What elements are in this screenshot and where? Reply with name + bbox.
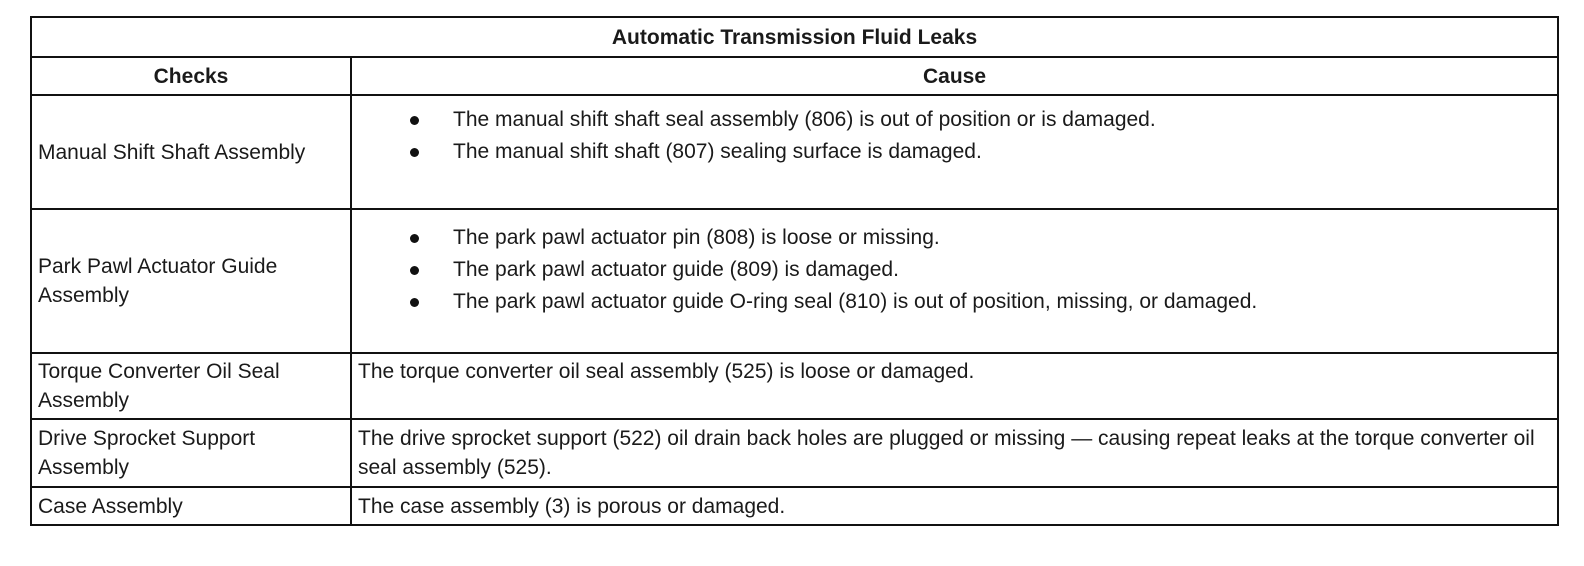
cause-list-item [358,254,1551,286]
cause-text: The park pawl actuator guide O-ring seal (810) is out of position, missing, or damaged. [453,290,1258,313]
cause-list-item [358,286,1551,318]
cause-list-item [358,104,1551,136]
table-row [31,419,1558,487]
check-cell: Park Pawl Actuator Guide Assembly [31,209,351,353]
bullet-icon [410,234,419,243]
table-row [31,353,1558,419]
table-title: Automatic Transmission Fluid Leaks [31,17,1558,57]
cause-cell: The torque converter oil seal assembly (525) is loose or damaged. [351,353,1558,419]
cause-cell [351,209,1558,353]
bullet-icon [410,266,419,275]
cause-list-item [358,136,1551,168]
table-row [31,487,1558,525]
cause-text: The manual shift shaft seal assembly (806) is out of position or is damaged. [453,108,1156,131]
cause-text: The park pawl actuator pin (808) is loose or missing. [453,226,940,249]
checks-header: Checks [31,57,351,95]
cause-cell: The drive sprocket support (522) oil drain back holes are plugged or missing — causing repeat leaks at the torque converter oil seal assembly (525). [351,419,1558,487]
cause-header: Cause [351,57,1558,95]
bullet-icon [410,116,419,125]
fluid-leaks-table [30,16,1559,526]
cause-list-item [358,222,1551,254]
check-cell: Drive Sprocket Support Assembly [31,419,351,487]
check-cell: Torque Converter Oil Seal Assembly [31,353,351,419]
cause-text: The park pawl actuator guide (809) is damaged. [453,258,899,281]
header-row [31,57,1558,95]
table-row [31,209,1558,353]
bullet-icon [410,148,419,157]
table-row [31,95,1558,209]
cause-list [358,222,1551,318]
title-row [31,17,1558,57]
bullet-icon [410,298,419,307]
cause-cell [351,95,1558,209]
cause-list [358,104,1551,168]
check-cell: Case Assembly [31,487,351,525]
check-cell: Manual Shift Shaft Assembly [31,95,351,209]
cause-text: The manual shift shaft (807) sealing surface is damaged. [453,140,982,163]
cause-cell: The case assembly (3) is porous or damaged. [351,487,1558,525]
